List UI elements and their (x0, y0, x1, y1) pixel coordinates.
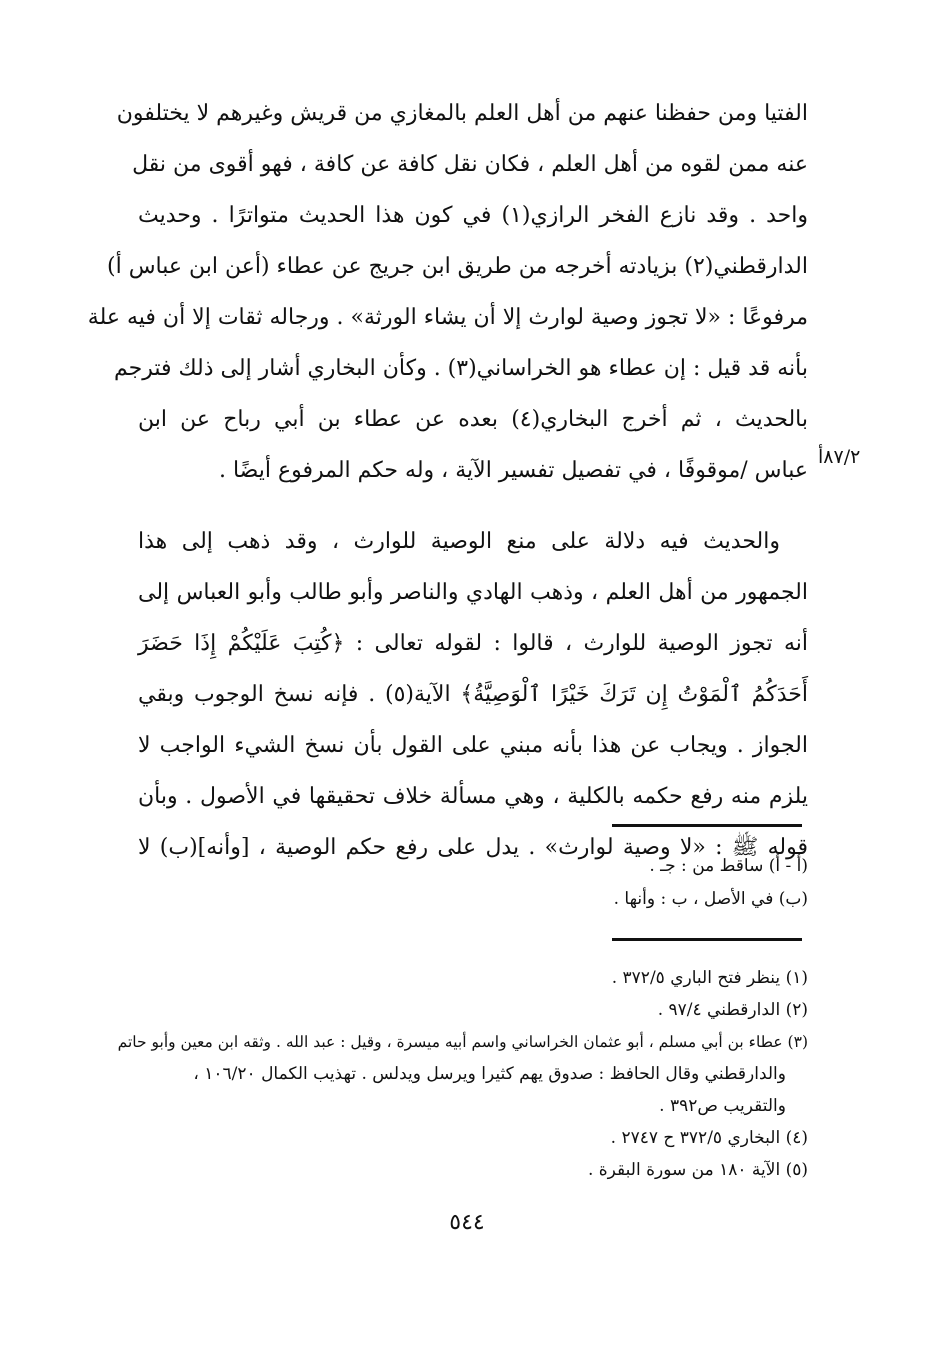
text-line: قوله ﷺ : «لا وصية لوارث» . يدل على رفع حكم الوصية ، [وأنه](ب) لا (138, 835, 808, 860)
text-line: الفتيا ومن حفظنا عنهم من أهل العلم بالمغازي من قريش وغيرهم لا يختلفون (116, 101, 808, 126)
text-line: عباس /موقوفًا ، في تفصيل تفسير الآية ، وله حكم المرفوع أيضًا . (218, 458, 808, 483)
text-line: عنه ممن لقوه من أهل العلم ، فكان نقل كافة عن كافة ، فهو أقوى من نقل (132, 152, 808, 177)
paragraph-gap (138, 496, 808, 516)
text-line: والحديث فيه دلالة على منع الوصية للوارث ، وقد ذهب إلى هذا (138, 529, 780, 554)
footnote-continuation: والدارقطني وقال الحافظ : صدوق يهم كثيرا ويرسل ويدلس . تهذيب الكمال ١٠٦/٢٠ ، (193, 1064, 786, 1084)
variant-note: (ب) في الأصل ، ب : وأنها . (613, 889, 808, 909)
text-line: يلزم منه رفع حكمه بالكلية ، وهي مسألة خلاف تحقيقها في الأصول . وبأن (138, 784, 808, 809)
text-line: واحد . وقد نازع الفخر الرازي(١) في كون هذا الحديث متواترًا . وحديث (138, 203, 809, 228)
footnotes (117, 962, 808, 1186)
text-line: الدارقطني(٢) بزيادته أخرجه من طريق ابن جريج عن عطاء (أعن ابن عباس أ) (107, 254, 808, 279)
footnote-continuation: والتقريب ص٣٩٢ . (659, 1096, 786, 1116)
footnote: (٢) الدارقطني ٩٧/٤ . (657, 1000, 808, 1020)
variant-notes-rule (612, 824, 802, 827)
margin-folio-note: ٨٧/٢أ (818, 446, 861, 468)
text-line: مرفوعًا : «لا تجوز وصية لوارث إلا أن يشاء الورثة» . ورجاله ثقات إلا أن فيه علة (87, 305, 808, 330)
footnote: (٣) عطاء بن أبي مسلم ، أبو عثمان الخراساني واسم أبيه ميسرة ، وقيل : عبد الله . وثقه ابن معين وأبو حاتم (117, 1033, 808, 1051)
footnote: (٥) الآية ١٨٠ من سورة البقرة . (587, 1160, 808, 1180)
text-line: بالحديث ، ثم أخرج البخاري(٤) بعده عن عطاء بن أبي رباح عن ابن (138, 407, 808, 432)
main-text (87, 88, 809, 873)
variant-notes (138, 850, 808, 916)
footnotes-rule (612, 938, 802, 941)
variant-note: (أ - أ) ساقط من : جـ . (649, 856, 808, 876)
text-line: أَحَدَكُمُ ٱلْمَوْتُ إِن تَرَكَ خَيْرًا ٱلْوَصِيَّةُ﴾ الآية(٥) . فإنه نسخ الوجوب وبقي (138, 682, 809, 707)
text-line: بأنه قد قيل : إن عطاء هو الخراساني(٣) . وكأن البخاري أشار إلى ذلك فترجم (113, 356, 808, 381)
text-line: الجواز . ويجاب عن هذا بأنه مبني على القول بأن نسخ الشيء الواجب لا (138, 733, 808, 758)
text-line: الجمهور من أهل العلم ، وذهب الهادي والناصر وأبو طالب وأبو العباس إلى (138, 580, 808, 605)
text-line: أنه تجوز الوصية للوارث ، قالوا : لقوله تعالى : ﴿كُتِبَ عَلَيْكُمْ إِذَا حَضَرَ (138, 631, 808, 656)
footnote: (١) ينظر فتح الباري ٣٧٢/٥ . (611, 968, 808, 988)
footnote: (٤) البخاري ٣٧٢/٥ ح ٢٧٤٧ . (610, 1128, 808, 1148)
page-number: ٥٤٤ (449, 1210, 485, 1235)
